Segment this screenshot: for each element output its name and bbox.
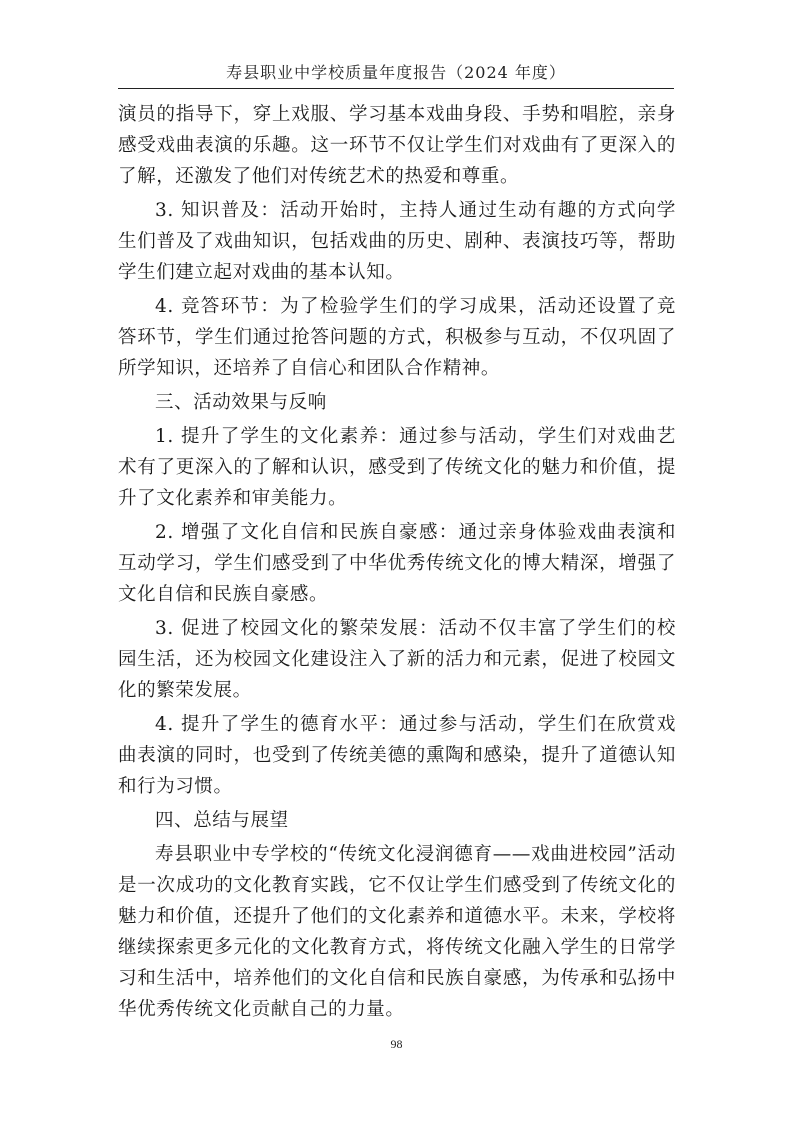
section-heading-effects: 三、活动效果与反响 [155, 392, 327, 413]
paragraph-moral-education: 4. 提升了学生的德育水平：通过参与活动，学生们在欣赏戏曲表演的同时，也受到了传统美德的熏陶和感染，提升了道德认知和行为习惯。 [118, 714, 676, 797]
header-divider [118, 88, 674, 89]
paragraph-quiz-session: 4. 竞答环节：为了检验学生们的学习成果，活动还设置了竞答环节，学生们通过抢答问题的方式，积极参与互动，不仅巩固了所学知识，还培养了自信心和团队合作精神。 [118, 296, 676, 379]
paragraph-campus-culture: 3. 促进了校园文化的繁荣发展：活动不仅丰富了学生们的校园生活，还为校园文化建设注入了新的活力和元素，促进了校园文化的繁荣发展。 [118, 618, 676, 701]
running-header: 寿县职业中学校质量年度报告（2024 年度） [226, 63, 566, 82]
page-number: 98 [390, 1037, 403, 1051]
paragraph-cultural-confidence: 2. 增强了文化自信和民族自豪感：通过亲身体验戏曲表演和互动学习，学生们感受到了中华优秀传统文化的博大精深，增强了文化自信和民族自豪感。 [118, 522, 676, 605]
paragraph-knowledge-popularization: 3. 知识普及：活动开始时，主持人通过生动有趣的方式向学生们普及了戏曲知识，包括戏曲的历史、剧种、表演技巧等，帮助学生们建立起对戏曲的基本认知。 [118, 200, 676, 283]
paragraph-continuation: 演员的指导下，穿上戏服、学习基本戏曲身段、手势和唱腔，亲身感受戏曲表演的乐趣。这一环节不仅让学生们对戏曲有了更深入的了解，还激发了他们对传统艺术的热爱和尊重。 [118, 104, 676, 187]
paragraph-summary: 寿县职业中专学校的“传统文化浸润德育——戏曲进校园”活动是一次成功的文化教育实践，它不仅让学生们感受到了传统文化的魅力和价值，还提升了他们的文化素养和道德水平。未来，学校将继续探索更多元化的文化教育方式，将传统文化融入学生的日常学习和生活中，培养他们的文化自信和民族自豪感，为传承和弘扬中华优秀传统文化贡献自己的力量。 [118, 844, 676, 1020]
paragraph-cultural-literacy: 1. 提升了学生的文化素养：通过参与活动，学生们对戏曲艺术有了更深入的了解和认识，感受到了传统文化的魅力和价值，提升了文化素养和审美能力。 [118, 426, 676, 509]
body-text [118, 99, 676, 1028]
section-heading-summary: 四、总结与展望 [155, 810, 289, 831]
